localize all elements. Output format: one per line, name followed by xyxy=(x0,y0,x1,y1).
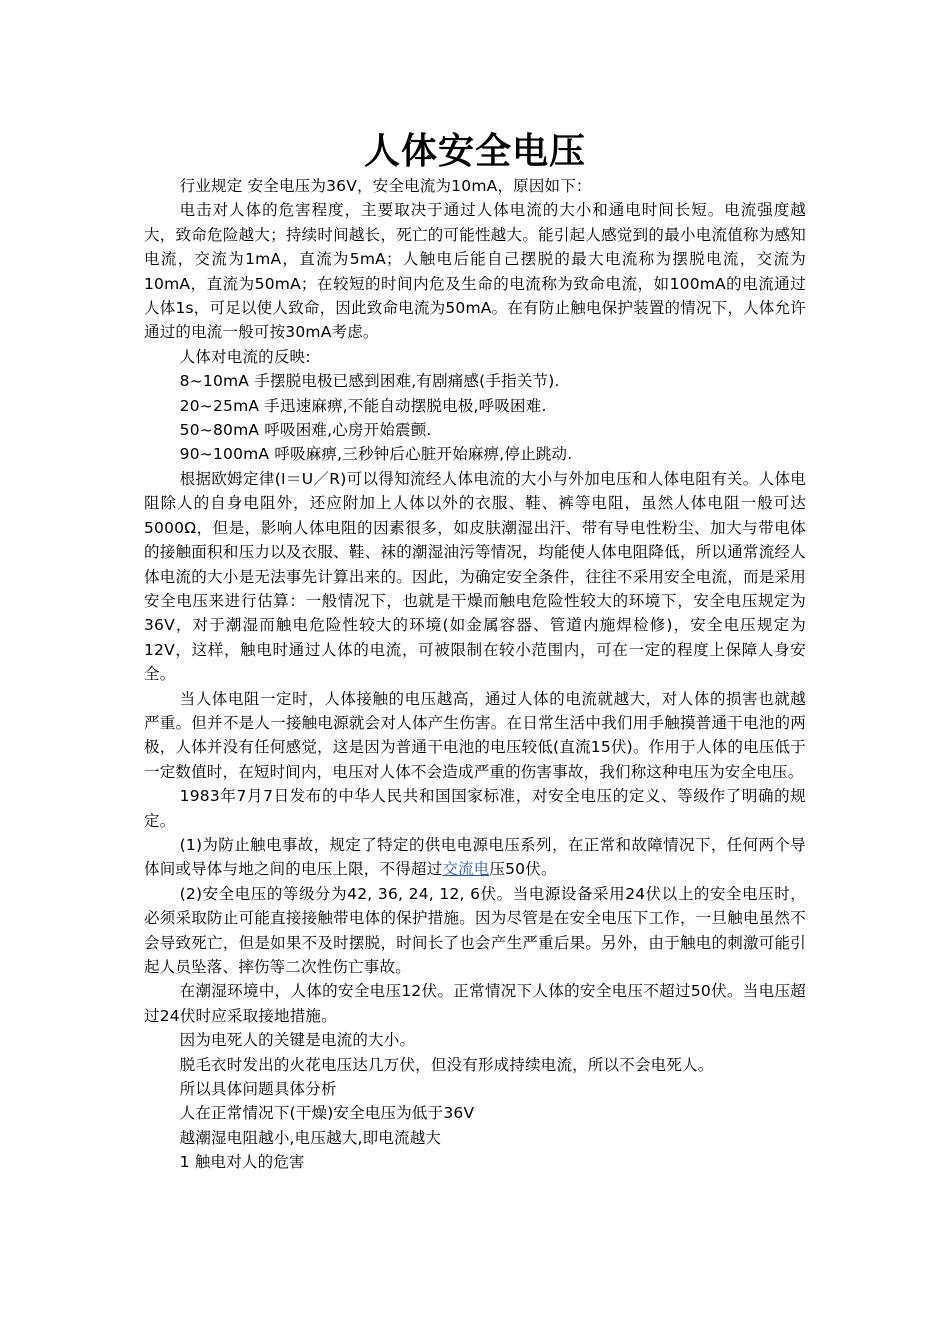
paragraph: 1 触电对人的危害 xyxy=(179,1153,305,1172)
paragraph: 根据欧姆定律(I＝U／R)可以得知流经人体电流的大小与外加电压和人体电阻有关。人体电阻除人的自身电阻外，还应附加上人体以外的衣服、鞋、裤等电阻，虽然人体电阻一般可达5000Ω，但是，影响人体电阻的因素很多，如皮肤潮湿出汗、带有导电性粉尘、加大与带电体的接触面积和压力以及衣服、鞋、袜的潮湿油污等情况，均能使人体电阻降低，所以通常流经人体电流的大小是无法事先计算出来的。因此，为确定安全条件，往往不采用安全电流，而是采用安全电压来进行估算：一般情况下，也就是干燥而触电危险性较大的环境下，安全电压规定为36V，对于潮湿而触电危险性较大的环境(如金属容器、管道内施焊检修)，安全电压规定为12V，这样，触电时通过人体的电流，可被限制在较小范围内，可在一定的程度上保障人身安全。 xyxy=(144,469,806,684)
paragraph: 8~10mA 手摆脱电极已感到困难,有剧痛感(手指关节). xyxy=(179,372,560,391)
paragraph: 人在正常情况下(干燥)安全电压为低于36V xyxy=(179,1104,475,1123)
paragraph: 行业规定 安全电压为36V，安全电流为10mA，原因如下： xyxy=(179,177,592,195)
ac-link[interactable]: 交流电 xyxy=(442,860,490,879)
paragraph: 在潮湿环境中，人体的安全电压12伏。正常情况下人体的安全电压不超过50伏。当电压超过24伏时应采取接地措施。 xyxy=(144,982,806,1025)
paragraph: 20~25mA 手迅速麻痹,不能自动摆脱电极,呼吸困难. xyxy=(179,396,547,415)
paragraph: 50~80mA 呼吸困难,心房开始震颤. xyxy=(179,421,432,440)
document-title: 人体安全电压 xyxy=(363,131,586,172)
paragraph-text: 压50伏。 xyxy=(489,860,557,879)
paragraph: 电击对人体的危害程度，主要取决于通过人体电流的大小和通电时间长短。电流强度越大，致命危险越大；持续时间越长，死亡的可能性越大。能引起人感觉到的最小电流值称为感知电流，交流为1mA，直流为5mA；人触电后能自己摆脱的最大电流称为摆脱电流，交流为10mA，直流为50mA；在较短的时间内危及生命的电流称为致命电流，如100mA的电流通过人体1s，可足以使人致命，因此致命电流为50mA。在有防止触电保护装置的情况下，人体允许通过的电流一般可按30mA考虑。 xyxy=(144,201,806,342)
paragraph: (2)安全电压的等级分为42, 36, 24, 12, 6伏。当电源设备采用24伏以上的安全电压时，必须采取防止可能直接接触带电体的保护措施。因为尽管是在安全电压下工作，一旦触电虽然不会导致死亡，但是如果不及时摆脱，时间长了也会产生严重后果。另外，由于触电的刺激可能引起人员坠落、摔伤等二次性伤亡事故。 xyxy=(144,884,806,976)
paragraph-text: (1)为防止触电事故，规定了特定的供电电源电压系列，在正常和故障情况下，任何两个导体间或导体与地之间的电压上限，不得超过 xyxy=(144,835,806,879)
document-body xyxy=(144,174,806,1175)
paragraph: 人体对电流的反映: xyxy=(179,347,311,366)
paragraph: 脱毛衣时发出的火花电压达几万伏，但没有形成持续电流，所以不会电死人。 xyxy=(179,1055,714,1074)
paragraph: 越潮湿电阻越小,电压越大,即电流越大 xyxy=(179,1128,442,1147)
paragraph: 所以具体问题具体分析 xyxy=(179,1080,337,1099)
paragraph: 因为电死人的关键是电流的大小。 xyxy=(179,1031,416,1050)
paragraph: 1983年7月7日发布的中华人民共和国国家标准，对安全电压的定义、等级作了明确的规定。 xyxy=(144,787,806,830)
paragraph: 当人体电阻一定时，人体接触的电压越高，通过人体的电流就越大，对人体的损害也就越严重。但并不是人一接触电源就会对人体产生伤害。在日常生活中我们用手触摸普通干电池的两极，人体并没有任何感觉，这是因为普通干电池的电压较低(直流15伏)。作用于人体的电压低于一定数值时，在短时间内，电压对人体不会造成严重的伤害事故，我们称这种电压为安全电压。 xyxy=(144,689,806,781)
paragraph: 90~100mA 呼吸麻痹,三秒钟后心脏开始麻痹,停止跳动. xyxy=(179,445,573,464)
paragraph-with-link xyxy=(144,833,806,882)
